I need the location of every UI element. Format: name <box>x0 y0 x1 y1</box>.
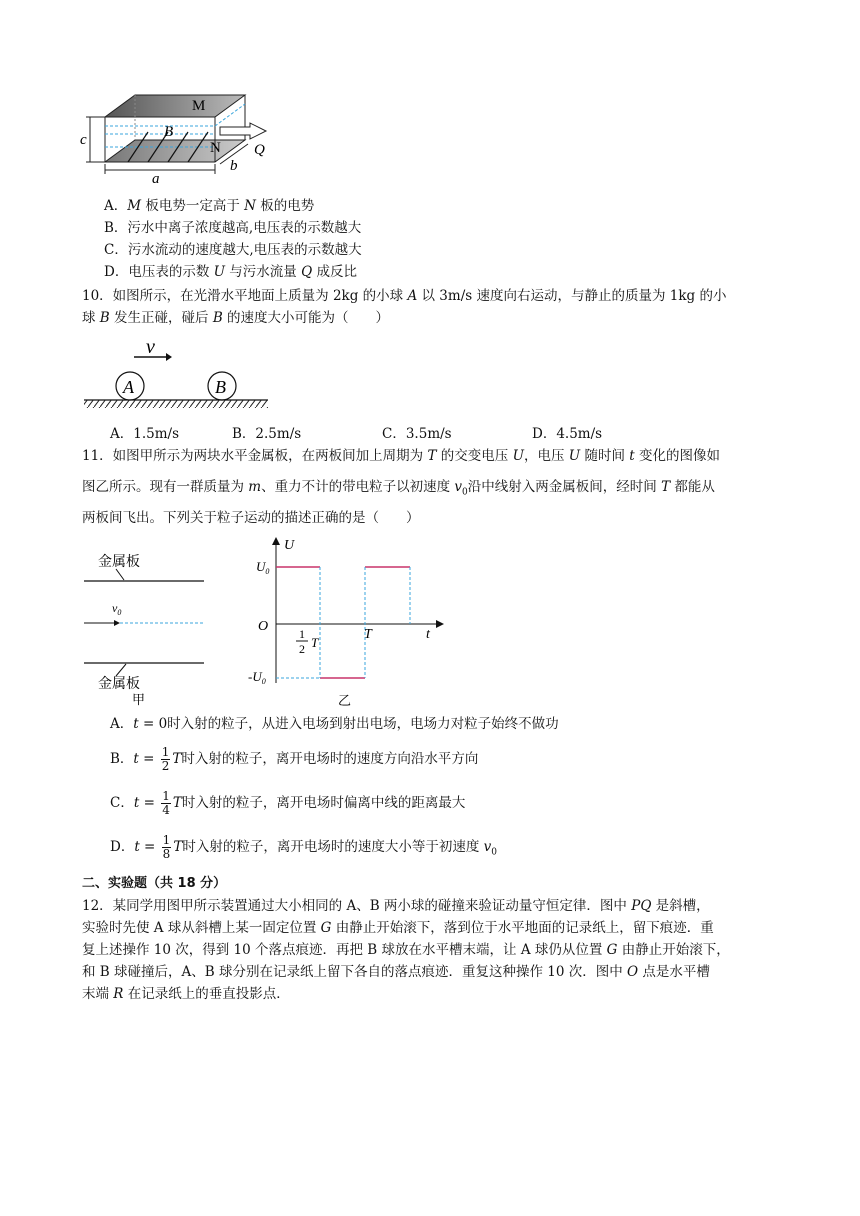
half-num: 1 <box>299 627 305 641</box>
q9-option-a[interactable]: A．M 板电势一定高于 N 板的电势 <box>104 198 315 214</box>
v0-label: $v_0$ <box>112 601 122 617</box>
metal-plates-figure <box>82 552 217 707</box>
figure-caption-yi: 乙 <box>338 693 352 708</box>
q12-line3: 复上述操作 10 次，得到 10 个落点痕迹．再把 B 球放在水平槽末端，让 A 球仍从位置 G 由静止开始滚下， <box>82 942 730 958</box>
q10-option-c[interactable]: C．3.5m/s <box>382 426 452 442</box>
figure-caption-jia: 甲 <box>132 692 146 707</box>
half-den: 2 <box>299 642 305 656</box>
collision-figure <box>82 335 272 410</box>
voltage-time-graph <box>248 535 452 708</box>
q11-stem-line2: 图乙所示。现有一群质量为 m、重力不计的带电粒子以初速度 $v_0$沿中线射入两金属板间，经时间 T 都能从 <box>82 479 715 498</box>
arrow-right-icon <box>166 353 172 361</box>
plate-top-label: 金属板 <box>98 555 140 570</box>
q11-option-b[interactable]: B．t = $\frac{1}{2}$ T时入射的粒子，离开电场时的速度方向沿水平方向 <box>110 745 479 773</box>
square-wave <box>276 567 410 678</box>
q11-option-a[interactable]: A．t = 0时入射的粒子，从进入电场到射出电场，电场力对粒子始终不做功 <box>110 716 559 732</box>
u-axis-label: U <box>284 538 295 553</box>
q12-line2: 实验时先使 A 球从斜槽上某一固定位置 G 由静止开始滚下，落到位于水平地面的记录纸上，留下痕迹．重 <box>82 920 714 936</box>
q9-option-c[interactable]: C．污水流动的速度越大,电压表的示数越大 <box>104 242 362 258</box>
label-c: c <box>80 132 87 148</box>
ball-B-label: B <box>215 377 226 397</box>
label-N: N <box>210 140 221 156</box>
q12-line4: 和 B 球碰撞后，A、B 球分别在记录纸上留下各自的落点痕迹．重复这种操作 10 次．图中 O 点是水平槽 <box>82 964 710 980</box>
velocity-label: v <box>146 336 155 358</box>
origin-label: O <box>258 619 269 634</box>
q11-stem-line1: 11．如图甲所示为两块水平金属板，在两板间加上周期为 T 的交变电压 U，电压 U 随时间 t 变化的图像如 <box>82 448 720 464</box>
q12-line5: 末端 R 在记录纸上的垂直投影点． <box>82 986 290 1002</box>
t-period-label: T <box>364 627 372 642</box>
label-b: b <box>230 158 238 174</box>
label-Q: Q <box>254 142 265 158</box>
neg-u0-label: $-U_0$ <box>248 669 266 686</box>
q12-line1: 12．某同学用图甲所示装置通过大小相同的 A、B 两小球的碰撞来验证动量守恒定律．图中 PQ 是斜槽， <box>82 898 710 914</box>
label-M: M <box>192 98 206 114</box>
u0-label: $U_0$ <box>256 559 270 576</box>
label-B: B <box>164 124 174 140</box>
q9-option-d[interactable]: D．电压表的示数 U 与污水流量 Q 成反比 <box>104 264 357 280</box>
half-t-label: T <box>311 635 319 650</box>
q10-option-b[interactable]: B．2.5m/s <box>232 426 302 442</box>
q10-option-a[interactable]: A．1.5m/s <box>110 426 179 442</box>
t-axis-label: t <box>426 627 430 642</box>
ball-A-label: A <box>123 377 134 397</box>
q11-stem-line3: 两板间飞出。下列关于粒子运动的描述正确的是（ ） <box>82 510 420 526</box>
section-title: 二、实验题（共 18 分） <box>82 876 227 891</box>
q11-option-d[interactable]: D．t = $\frac{1}{8}$ T时入射的粒子，离开电场时的速度大小等于初速度 $v_0$ <box>110 833 497 861</box>
q10-stem-line1: 10．如图所示，在光滑水平地面上质量为 2kg 的小球 A 以 3m/s 速度向右运动，与静止的质量为 1kg 的小 <box>82 288 727 304</box>
top-plate-M <box>105 95 245 117</box>
flow-arrow-icon <box>220 123 266 139</box>
q11-option-c[interactable]: C．t = $\frac{1}{4}$ T时入射的粒子，离开电场时偏离中线的距离最大 <box>110 789 466 817</box>
q10-option-d[interactable]: D．4.5m/s <box>532 426 603 442</box>
label-a: a <box>152 171 160 187</box>
flowmeter-figure <box>80 92 280 187</box>
q9-option-b[interactable]: B．污水中离子浓度越高,电压表的示数越大 <box>104 220 362 236</box>
arrow-right-icon <box>114 620 120 626</box>
q10-stem-line2: 球 B 发生正碰，碰后 B 的速度大小可能为（ ） <box>82 310 390 326</box>
plate-bottom-label: 金属板 <box>98 677 140 692</box>
guide-lines <box>276 567 410 678</box>
